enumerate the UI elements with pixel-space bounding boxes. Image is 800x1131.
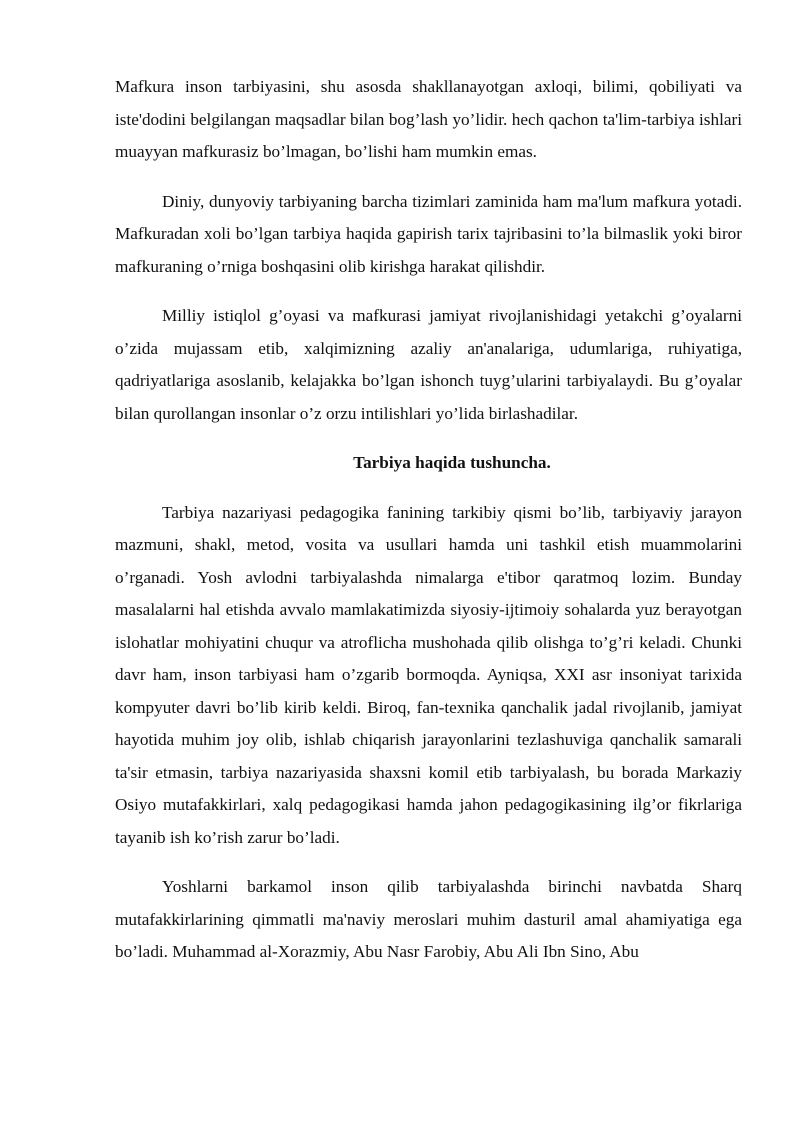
document-page [115,71,742,986]
paragraph-milliy: Milliy istiqlol g’oyasi va mafkurasi jamiyat rivojlanishidagi yetakchi g’oyalarni o’zida mujassam etib, xalqimizning azaliy an'analariga, udumlariga, ruhiyatiga, qadriyatlariga asoslanib, kelajakka bo’lgan ishonch tuyg’ularini tarbiyalaydi. Bu g’oyalar bilan qurollangan insonlar o’z orzu intilishlari yo’lida birlashadilar. [115,306,742,423]
paragraph-mafkura: Mafkura inson tarbiyasini, shu asosda shakllanayotgan axloqi, bilimi, qobiliyati va iste'dodini belgilangan maqsadlar bilan bog’lash yo’lidir. hech qachon ta'lim-tarbiya ishlari muayyan mafkurasiz bo’lmagan, bo’lishi ham mumkin emas. [115,77,742,161]
paragraph-yoshlarni: Yoshlarni barkamol inson qilib tarbiyalashda birinchi navbatda Sharq mutafakkirlarining qimmatli ma'naviy meroslari muhim dasturil amal ahamiyatiga ega bo’ladi. Muhammad al-Xorazmiy, Abu Nasr Farobiy, Abu Ali Ibn Sino, Abu [115,877,742,961]
paragraph-tarbiya-nazariyasi: Tarbiya nazariyasi pedagogika fanining tarkibiy qismi bo’lib, tarbiyaviy jarayon mazmuni, shakl, metod, vosita va usullari hamda uni tashkil etish muammolarini o’rganadi. Yosh avlodni tarbiyalashda nimalarga e'tibor qaratmoq lozim. Bunday masalalarni hal etishda avvalo mamlakatimizda siyosiy-ijtimoiy sohalarda yuz berayotgan islohatlar mohiyatini chuqur va atroflicha mushohada qilib olishga to’g’ri keladi. Chunki davr ham, inson tarbiyasi ham o’zgarib bormoqda. Ayniqsa, XXI asr insoniyat tarixida kompyuter davri bo’lib kirib keldi. Biroq, fan-texnika qanchalik jadal rivojlanib, jamiyat hayotida muhim joy olib, ishlab chiqarish jarayonlarini tezlashuviga qanchalik samarali ta'sir etmasin, tarbiya nazariyasida shaxsni komil etib tarbiyalash, bu borada Markaziy Osiyo mutafakkirlari, xalq pedagogikasi hamda jahon pedagogikasining ilg’or fikrlariga tayanib ish ko’rish zarur bo’ladi. [115,502,742,847]
paragraph-diniy: Diniy, dunyoviy tarbiyaning barcha tizimlari zaminida ham ma'lum mafkura yotadi. Mafkuradan xoli bo’lgan tarbiya haqida gapirish tarix tajribasini to’la bilmaslik yoki biror mafkuraning o’rniga boshqasini olib kirishga harakat qilishdir. [115,191,742,276]
section-heading: Tarbiya haqida tushuncha. [353,453,551,472]
